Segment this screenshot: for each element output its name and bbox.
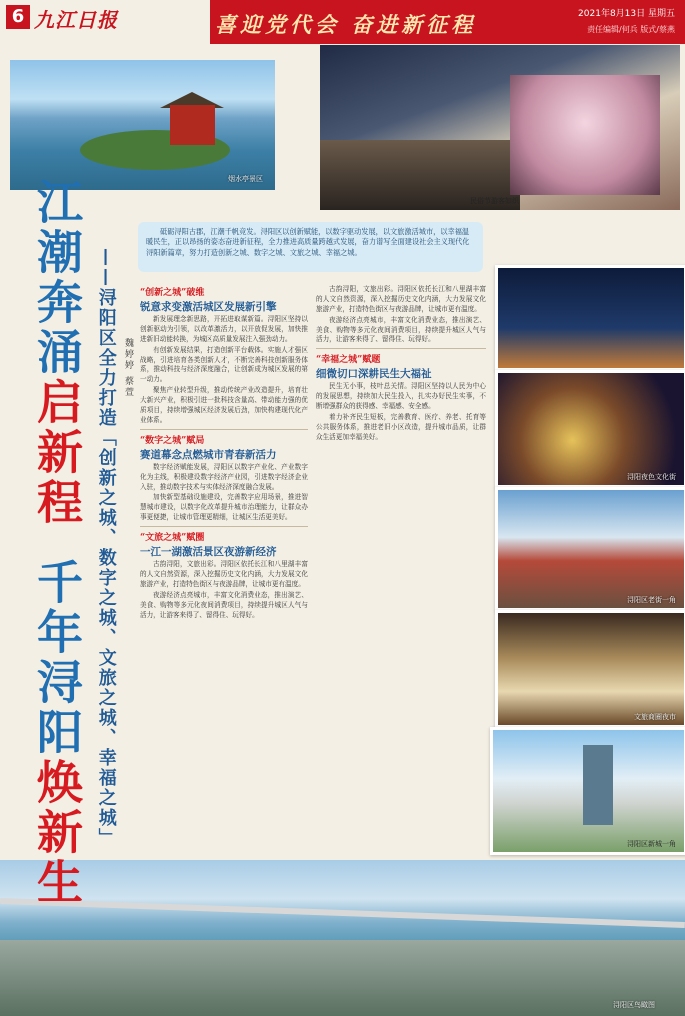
photo-bridge-aerial (0, 860, 685, 1016)
section-divider (316, 348, 486, 349)
section-heading: 锐意求变激活城区发展新引擎 (140, 301, 277, 313)
section-heading: 细微切口深耕民生大福祉 (316, 368, 432, 381)
photo-bridge-deck-shape (0, 898, 685, 928)
headline-red-part: 启新程 (30, 378, 84, 528)
section-tag: “数字之城”赋局 (140, 435, 205, 446)
photo-caption: 浔阳夜色文化街 (627, 473, 676, 481)
paragraph: 有创新发展结果，打造创新平台载体。实施人才强区战略，引进培育各类创新人才，不断完善科技创新服务体系，推动科技与经济深度融合，让创新成为城区发展的第一动力。 (140, 345, 308, 384)
section-tag: “幸福之城”赋题 (316, 355, 381, 366)
headline-line-2 (30, 558, 84, 908)
photo-caption: 浔阳区鸟瞰图 (613, 1001, 655, 1009)
paragraph: 新发展理念新思路，开拓进取谋新篇。浔阳区坚持以创新驱动为引领，以改革激活力，以开放促发展，加快推进新旧动能转换，为城区高质量发展注入强劲动力。 (140, 315, 308, 343)
photo-night-aerial (495, 265, 685, 371)
paragraph: 古韵浔阳，文旅出彩。浔阳区依托长江和八里湖丰富的人文自然资源，深入挖掘历史文化内涵，大力发展文化旅游产业，打造特色街区与夜游品牌，让城市更有温度。 (316, 285, 486, 313)
headline-line-1 (30, 178, 84, 528)
masthead-slogan: 喜迎党代会 奋进新征程 (215, 12, 477, 37)
photo-pavilion-shape (170, 105, 215, 145)
photo-caption: 烟水亭景区 (228, 175, 263, 183)
issue-date: 2021年8月13日 星期五 (578, 9, 675, 19)
photo-old-street (495, 487, 685, 611)
headline-blue-part: 千年浔阳 (30, 558, 84, 758)
photo-festival-crowd (320, 45, 680, 210)
paragraph: 夜游经济点亮城市，丰富文化消费业态，推出演艺、美食、购物等多元化夜间消费项目，持续提升城区人气与活力，让游客来得了、留得住、玩得好。 (140, 590, 308, 619)
section-tag: “文旅之城”赋圈 (140, 533, 205, 544)
sub-headline: ——浔阳区全力打造「创新之城、数字之城、文旅之城、幸福之城」 (95, 248, 117, 848)
section-divider (140, 429, 308, 430)
photo-caption: 浔阳区老街一角 (627, 596, 676, 604)
photo-caption: 文旅商圈夜市 (634, 713, 676, 721)
paragraph: 加快新型基础设施建设，完善数字应用场景，推进智慧城市建设，以数字化改革提升城市治理能力，让群众办事更便捷，让城市管理更精细，让城区生活更美好。 (140, 493, 308, 522)
section-divider (140, 526, 308, 527)
page-number: 6 (6, 5, 30, 29)
photo-tower-shape (583, 745, 613, 825)
section-heading: 一江一湖激活景区夜游新经济 (140, 546, 277, 559)
photo-caption: 浔阳区新城一角 (627, 840, 676, 848)
paragraph: 数字经济赋能发展，浔阳区以数字产业化、产业数字化为主线，积极建设数字经济产业园，引进数字经济企业入驻，推动数字技术与实体经济深度融合发展。 (140, 462, 308, 491)
photo-caption: 民俗节游客如织 (470, 197, 519, 205)
article-column-2 (316, 285, 486, 853)
photo-stage-shape (510, 75, 660, 195)
article-column-1 (140, 285, 308, 853)
paragraph: 民生无小事，枝叶总关情。浔阳区坚持以人民为中心的发展思想，持续加大民生投入，扎实办好民生实事，不断增强群众的获得感、幸福感、安全感。 (316, 382, 486, 411)
lead-paragraph: 砥砺浔阳古郡，江潮千帆竞发。浔阳区以创新赋能，以数字驱动发展，以文旅激活城市，以幸福温暖民生，正以昂扬的姿态奋进新征程，全力推进高质量跨越式发展，奋力谱写全面建设社会主义现代化浔阳新篇章，努力打造创新之城、数字之城、文旅之城、幸福之城。 (138, 222, 483, 272)
photo-new-town (490, 727, 685, 855)
paragraph: 聚焦产业转型升级，推动传统产业改造提升，培育壮大新兴产业，积极引进一批科技含量高、带动能力强的优质项目，持续增强城区经济发展后劲，加快构建现代化产业体系。 (140, 386, 308, 424)
headline-blue-part: 江潮奔涌 (30, 178, 84, 378)
headline-red-part: 焕新生 (30, 758, 84, 908)
masthead (0, 0, 685, 44)
photo-night-market (495, 610, 685, 728)
photo-island-pavilion (10, 60, 275, 190)
paragraph: 夜游经济点亮城市，丰富文化消费业态，推出演艺、美食、购物等多元化夜间消费项目，持续提升城区人气与活力，让游客来得了、留得住、玩得好。 (316, 315, 486, 344)
section-heading: 赛道幕念点燃城市青春新活力 (140, 448, 277, 461)
article-authors: 魏婷婷 蔡萱 (123, 338, 133, 398)
paper-name: 九江日报 (34, 8, 118, 32)
photo-night-street (495, 370, 685, 488)
editor-credits: 责任编辑/何兵 版式/蔡燕 (587, 25, 675, 34)
paragraph: 古韵浔阳，文旅出彩。浔阳区依托长江和八里湖丰富的人文自然资源，深入挖掘历史文化内涵，大力发展文化旅游产业，打造特色街区与夜游品牌，让城市更有温度。 (140, 560, 308, 588)
photo-riverbank-shape (0, 940, 685, 1016)
section-tag: “创新之城”破维 (140, 288, 205, 298)
paragraph: 着力补齐民生短板，完善教育、医疗、养老、托育等公共服务体系，推进老旧小区改造，提升城市品质，让群众生活更加幸福美好。 (316, 413, 486, 441)
